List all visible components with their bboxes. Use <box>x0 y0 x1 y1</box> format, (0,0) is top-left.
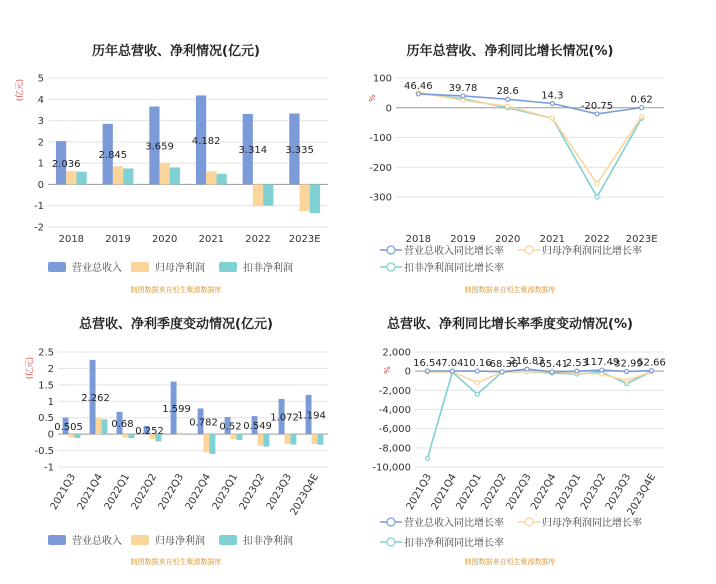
data-label: 216.83 <box>509 356 545 368</box>
data-label: 28.6 <box>496 86 519 98</box>
data-label: 1.072 <box>270 412 299 424</box>
legend-label: 扣非净利润同比增长率 <box>404 538 504 549</box>
bar <box>290 434 296 445</box>
data-point <box>550 116 554 120</box>
data-label: 2.53 <box>565 358 588 370</box>
x-tick-label: 2022Q1 <box>454 472 484 512</box>
legend-swatch-marker <box>387 263 395 271</box>
bar <box>310 184 320 213</box>
data-point <box>416 92 420 96</box>
data-point <box>650 369 654 373</box>
data-label: -20.75 <box>580 100 614 112</box>
data-label: 4.182 <box>191 135 221 147</box>
y-tick-label: 2 <box>37 137 44 149</box>
bar <box>231 434 237 439</box>
x-tick-label: 2023Q2 <box>578 472 609 512</box>
legend-swatch-marker <box>387 538 395 546</box>
data-point <box>640 115 644 119</box>
data-label: 2.036 <box>51 158 81 170</box>
chart-4 <box>372 316 665 566</box>
y-tick-label: -2 <box>34 222 44 234</box>
bar <box>285 434 291 444</box>
bar <box>123 434 129 437</box>
chart-2 <box>368 43 664 294</box>
x-tick-label: 2022Q1 <box>102 472 133 512</box>
data-label: 2.845 <box>98 150 128 162</box>
source-note: 制图数据来自恒生聚源数据库 <box>464 558 556 566</box>
x-tick-label: 2021Q3 <box>404 472 435 512</box>
legend-swatch <box>131 262 149 272</box>
y-tick-label: 2,000 <box>382 347 411 359</box>
data-label: 39.78 <box>448 82 478 94</box>
data-point <box>425 456 429 460</box>
x-tick-label: 2022 <box>245 234 271 245</box>
legend-swatch-marker <box>525 246 533 254</box>
y-tick-label: 4 <box>37 94 44 106</box>
data-point <box>461 94 465 98</box>
x-tick-label: 2022 <box>584 234 610 245</box>
data-point <box>595 195 599 199</box>
bar <box>253 184 263 206</box>
y-tick-label: -1 <box>44 462 54 474</box>
bar <box>170 167 180 184</box>
bar <box>209 434 215 454</box>
source-note: 制图数据来自恒生聚源数据库 <box>130 286 222 294</box>
bar <box>263 434 269 446</box>
chart-title: 总营收、净利季度变动情况(亿元) <box>79 317 273 332</box>
data-label: 1.194 <box>297 410 326 422</box>
y-tick-label: 0 <box>385 103 392 115</box>
data-point <box>500 370 504 374</box>
chart-title: 总营收、净利同比增长率季度变动情况(%) <box>387 317 633 332</box>
x-tick-label: 2022Q4 <box>183 472 214 512</box>
y-tick-label: 100 <box>372 73 392 85</box>
bar <box>182 433 188 434</box>
data-label: 16.54 <box>413 358 442 370</box>
x-tick-label: 2023Q3 <box>603 472 634 512</box>
data-point <box>600 372 604 376</box>
legend-label: 归母净利润 <box>155 263 205 274</box>
series-line <box>427 372 651 459</box>
data-point <box>550 370 554 374</box>
data-label: -65.41 <box>535 358 569 370</box>
data-point <box>475 369 479 373</box>
legend-swatch-marker <box>525 518 533 526</box>
y-tick-label: 0 <box>37 179 44 191</box>
data-point <box>475 392 479 396</box>
legend-swatch-marker <box>387 518 395 526</box>
y-tick-label: 0.5 <box>38 413 54 425</box>
y-unit-label: (亿元) <box>25 356 34 380</box>
x-tick-label: 2023Q1 <box>210 472 241 512</box>
legend-swatch <box>48 262 66 272</box>
y-tick-label: 1 <box>47 396 54 408</box>
y-tick-label: -4,000 <box>378 405 411 416</box>
y-tick-label: -0.5 <box>34 446 54 458</box>
data-label: 0.62 <box>630 94 653 106</box>
x-tick-label: 2023Q4E <box>625 472 659 518</box>
y-tick-label: -1 <box>34 201 44 213</box>
data-label: 0.549 <box>243 421 272 433</box>
bar <box>128 434 134 438</box>
source-note: 制图数据来自恒生聚源数据库 <box>464 286 556 294</box>
x-tick-label: 2021 <box>198 234 225 245</box>
data-label: 0.782 <box>189 417 218 429</box>
legend-swatch <box>219 262 237 272</box>
data-point <box>475 381 479 385</box>
bar <box>96 418 102 434</box>
legend-label: 扣非净利润同比增长率 <box>404 263 504 274</box>
chart-3 <box>24 316 328 566</box>
data-label: 7.04 <box>441 358 464 370</box>
bar <box>236 434 242 440</box>
bar <box>69 434 75 437</box>
y-tick-label: 5 <box>37 73 44 85</box>
legend-swatch <box>219 535 237 545</box>
bar <box>258 434 264 446</box>
y-tick-label: -300 <box>369 192 392 204</box>
y-unit-label: % <box>368 94 377 102</box>
x-tick-label: 2019 <box>105 234 131 245</box>
legend-label: 扣非净利润 <box>243 263 293 274</box>
bar <box>101 419 107 434</box>
x-tick-label: 2023E <box>625 234 658 245</box>
x-tick-label: 2022Q3 <box>504 472 534 512</box>
x-tick-label: 2018 <box>58 234 85 245</box>
x-tick-label: 2023E <box>288 234 321 245</box>
x-tick-label: 2022Q4 <box>529 472 559 512</box>
bar <box>66 171 76 184</box>
data-point <box>600 368 604 372</box>
data-label: 52.66 <box>637 357 666 369</box>
y-unit-label: (亿元) <box>15 78 24 102</box>
y-tick-label: -100 <box>369 133 392 144</box>
x-tick-label: 2020 <box>151 234 178 245</box>
bar <box>263 184 273 205</box>
y-tick-label: -8,000 <box>378 443 411 455</box>
legend-swatch <box>131 535 149 545</box>
series-line <box>427 372 651 383</box>
source-note: 制图数据来自恒生聚源数据库 <box>130 558 222 566</box>
legend-swatch-marker <box>387 246 395 254</box>
data-label: 0.52 <box>219 421 242 433</box>
bar <box>317 434 323 445</box>
x-tick-label: 2022Q2 <box>129 472 160 512</box>
legend-label: 营业总收入 <box>72 536 122 547</box>
x-tick-label: 2023Q2 <box>237 472 268 512</box>
y-unit-label: % <box>383 366 392 374</box>
chart-1 <box>14 43 328 294</box>
y-tick-label: 1.5 <box>38 380 54 392</box>
legend-swatch <box>48 535 66 545</box>
data-label: 3.314 <box>238 145 268 157</box>
data-label: 117.49 <box>584 357 620 369</box>
data-label: 3.335 <box>285 144 314 156</box>
data-point <box>625 369 629 373</box>
data-label: 14.3 <box>541 90 564 102</box>
bar <box>204 434 210 452</box>
legend-label: 营业总收入同比增长率 <box>404 518 504 529</box>
data-label: 10.16 <box>462 358 492 370</box>
bar <box>113 166 123 184</box>
x-tick-label: 2018 <box>405 234 432 245</box>
chart-title: 历年总营收、净利同比增长情况(%) <box>406 44 614 59</box>
y-tick-label: -2,000 <box>378 385 411 397</box>
data-label: 2.262 <box>81 392 110 404</box>
data-label: -68.36 <box>486 358 519 370</box>
y-tick-label: -10,000 <box>372 462 411 474</box>
data-point <box>450 369 454 373</box>
x-tick-label: 2023Q3 <box>264 472 295 512</box>
y-tick-label: -6,000 <box>378 424 411 436</box>
bar <box>206 171 216 184</box>
y-tick-label: 3 <box>37 116 44 128</box>
x-tick-label: 2022Q2 <box>479 472 509 512</box>
data-label: 0.68 <box>111 418 134 430</box>
bar <box>216 174 226 185</box>
x-tick-label: 2023Q4E <box>288 472 322 518</box>
data-point <box>461 98 465 102</box>
bar <box>123 168 133 184</box>
data-point <box>595 112 599 116</box>
y-tick-label: 0 <box>47 429 54 441</box>
data-label: 0.252 <box>135 426 164 438</box>
legend-label: 营业总收入同比增长率 <box>404 246 504 257</box>
x-tick-label: 2021 <box>539 234 566 245</box>
y-tick-label: 2 <box>47 363 54 375</box>
data-point <box>506 104 510 108</box>
data-point <box>640 106 644 110</box>
x-tick-label: 2021Q3 <box>48 472 79 512</box>
data-point <box>506 97 510 101</box>
legend-label: 归母净利润同比增长率 <box>542 246 642 257</box>
legend-label: 归母净利润同比增长率 <box>542 518 642 529</box>
data-point <box>550 101 554 105</box>
legend-label: 扣非净利润 <box>243 536 293 547</box>
bar <box>300 184 310 211</box>
bar <box>76 172 86 185</box>
chart-title: 历年总营收、净利情况(亿元) <box>92 44 260 59</box>
data-point <box>425 369 429 373</box>
x-tick-label: 2023Q1 <box>554 472 584 512</box>
data-label: 0.505 <box>54 421 83 433</box>
data-label: -32.99 <box>610 358 643 370</box>
bar <box>312 434 318 444</box>
data-point <box>625 379 629 383</box>
bar <box>177 433 183 435</box>
bar <box>74 434 80 438</box>
data-label: 3.659 <box>145 141 174 153</box>
x-tick-label: 2022Q3 <box>156 472 187 512</box>
data-label: 1.599 <box>162 403 191 415</box>
y-tick-label: 1 <box>37 158 44 170</box>
x-tick-label: 2019 <box>450 234 476 245</box>
bar <box>160 163 170 185</box>
data-label: 46.46 <box>404 80 433 92</box>
data-point <box>595 182 599 186</box>
x-tick-label: 2021Q4 <box>75 472 106 512</box>
data-point <box>525 367 529 371</box>
y-tick-label: -200 <box>369 162 392 174</box>
data-point <box>575 369 579 373</box>
y-tick-label: 0 <box>404 366 411 378</box>
x-tick-label: 2020 <box>494 234 521 245</box>
x-tick-label: 2021Q4 <box>429 472 459 512</box>
y-tick-label: 2.5 <box>38 347 54 359</box>
legend-label: 营业总收入 <box>72 263 122 274</box>
legend-label: 归母净利润 <box>155 536 205 547</box>
